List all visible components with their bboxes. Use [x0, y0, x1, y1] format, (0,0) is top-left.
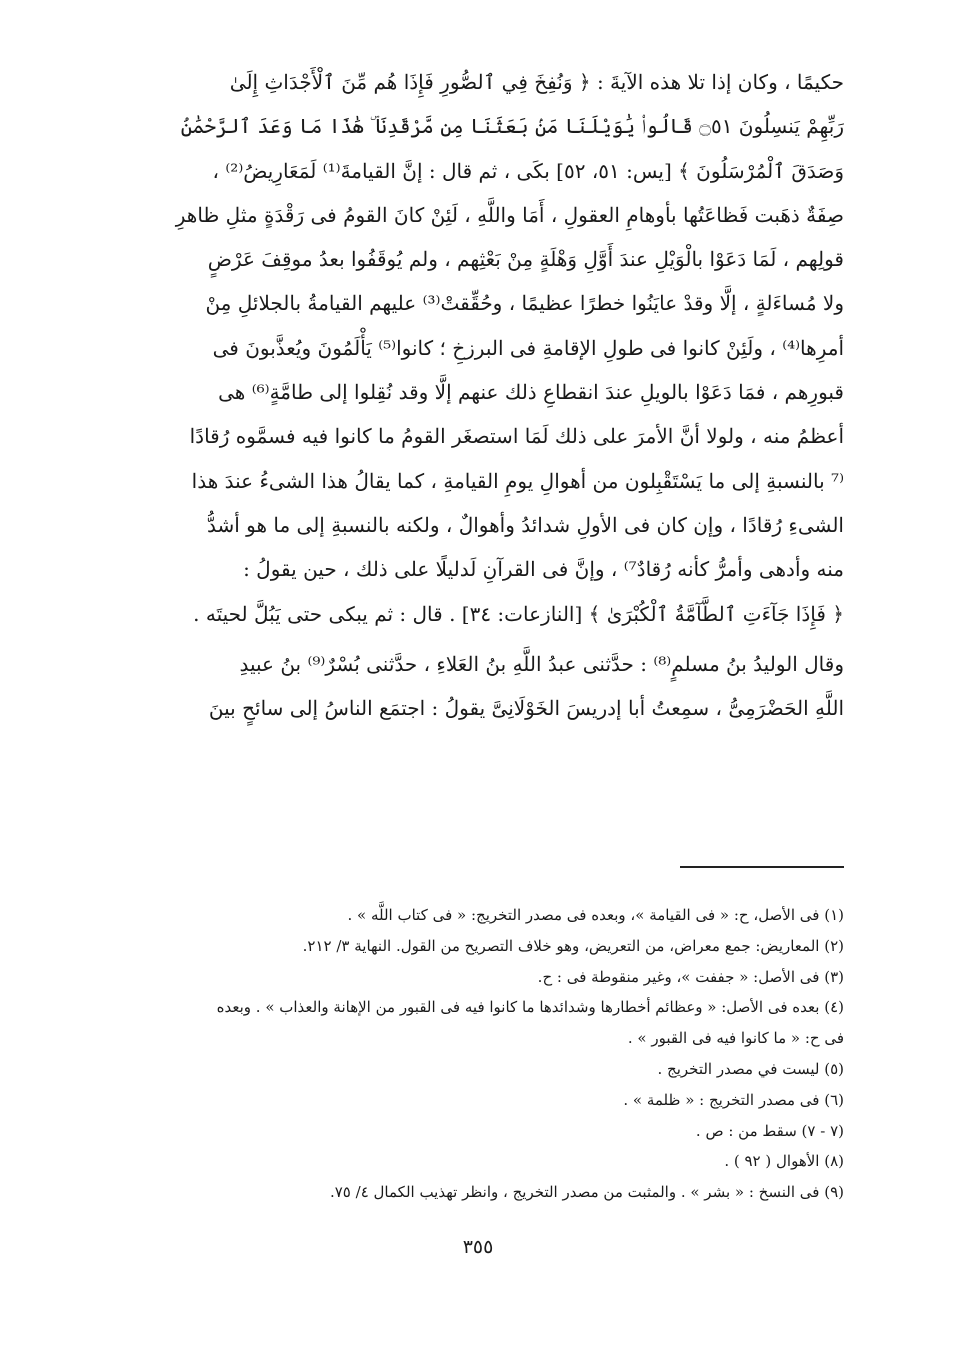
text-line: الشىءِ رُقادًا ، وإن كان فى الأولِ شدائدُ وأهوالٌ ، ولكنه بالنسبةِ إلى ما هو أشدُّ [206, 512, 844, 537]
footnote: (٨) الأهوال ( ٩٢ ) . [724, 1152, 844, 1171]
footnote-continuation: فى ح: « ما كانوا فيه فى القبور » . [627, 1029, 844, 1048]
main-text-body [128, 60, 844, 730]
footnote: (٣) فى الأصل: « جففت »، وغير منقوطة فى : ح. [537, 967, 844, 986]
footnotes [128, 900, 844, 1208]
footnote: (٩) فى النسخ : « بشر » . والمثبت من مصدر التخريج ، وانظر تهذيب الكمال ٤/ ٧٥. [329, 1183, 844, 1202]
footnote: (٢) المعاريض: جمع معراض، من التعريض، وهو خلاف التصريح من القول. النهاية ٣/ ٢١٢. [302, 936, 844, 955]
text-line: وَصَدَقَ ٱلْمُرْسَلُونَ ﴾ [يس: ٥١، ٥٢] بكَى ، ثم قال : إنَّ القيامةَ⁽¹⁾ لَمَعَارِيضُ⁽²⁾ ، [212, 158, 844, 183]
text-line: قولِهم ، لَمَا دَعَوْا بالْوَيْلِ عندَ أَوَّلِ وَهْلَةٍ مِنْ بَعْثِهم ، ولم يُوقَفُوا بعدُ موقِفَ عَرْضٍ [207, 247, 844, 272]
text-line: منه وأدهى وأمرُّ كأنه رُقادٌ⁷⁾ ، وإنَّ فى القرآنِ لَدليلًا على ذلك ، حين يقولُ : [243, 557, 844, 582]
text-line: صِفَةٌ ذهَبت فَظاعَتُها بأوهامِ العقولِ ، أَمَا واللَّهِ ، لَئِنْ كانَ القومُ فى رَقْدَةٍ مثلِ ظاهرِ [175, 202, 844, 227]
text-line: قبورِهم ، فمَا دَعَوْا بالويلِ عندَ انقطاعِ ذلك عنهم إلَّا وقد نُقِلوا إلى طامَّةٍ⁽⁶⁾ هى [218, 380, 844, 405]
text-line: أعظمُ منه ، ولولا أنَّ الأمرَ على ذلك لَمَا استصغَر القومُ ما كانوا فيه فسمَّوه رُقادًا [189, 424, 844, 449]
text-line: أمرِها⁽⁴⁾ ، ولَئِنْ كانوا فى طولِ الإقامةِ فى البرزخِ ؛ كانوا⁽⁵⁾ يَأْلَمُونَ ويُعذَّبونَ فى [212, 335, 844, 360]
footnote: (٦) فى مصدر التخريج : « ظلمة » . [623, 1090, 844, 1109]
footnote: (٤) بعده فى الأصل: « وعظائم أخطارها وشدائدها ما كانوا فيه فى القبور من الإهانة والعذاب » . وبعده [216, 998, 844, 1017]
page-number: ٣٥٥ [462, 1236, 494, 1258]
text-line: وقال الوليدُ بنُ مسلمٍ⁽⁸⁾ : حدَّثنى عبدُ اللَّهِ بنُ العَلاءِ ، حدَّثنى بُسْرٌ⁽⁹⁾ بنُ عبيدِ [239, 651, 844, 676]
text-line: اللَّهِ الحَضْرَمِىُّ ، سمِعتُ أبا إدريسَ الخَوْلَانِىَّ يقولُ : اجتمَع الناسُ إلى سائحٍ بينَ [208, 696, 844, 721]
footnote: (٥) ليست في مصدر التخريج . [657, 1059, 844, 1078]
text-line: حكيمًا ، وكان إذا تلا هذه الآيةَ : ﴿ وَنُفِخَ فِي ٱلصُّورِ فَإِذَا هُم مِّنَ ٱلْأَجْدَاثِ إِلَىٰ [229, 70, 844, 94]
footnote: (١) فى الأصل، ح: « فى القيامة »، وبعده فى مصدر التخريج: « فى كتاب اللَّه » . [347, 906, 844, 924]
text-line: ﴿ فَإِذَا جَآءَتِ ٱلطَّآمَّةُ ٱلْكُبْرَىٰ ﴾ [النازعات: ٣٤] . قال : ثم يبكى حتى يَبُلَّ لحيتَه . [193, 601, 844, 626]
footnote-divider [680, 866, 844, 868]
text-line: رَبِّهِمْ يَنسِلُونَ ۝٥١ قَالُوا۟ يَٰوَيْلَنَا مَنۢ بَعَثَنَا مِن مَّرْقَدِنَا ۜ هَٰذَا مَا وَعَدَ ٱلرَّحْمَٰنُ [180, 114, 844, 139]
text-line: ⁽⁷ بالنسبةِ إلى ما يَسْتَقْبِلون من أهوالِ يومِ القيامةِ ، كما يقالُ هذا الشىءُ عندَ هذا [191, 468, 844, 493]
footnote: (٧ - ٧) سقط من : ص . [695, 1121, 844, 1140]
text-line: ولا مُساءَلةٍ ، إلَّا وقدْ عايَنُوا خطرًا عظيمًا ، وحُقِّقتْ⁽³⁾ عليهم القيامةُ بالجلائلِ مِنْ [205, 291, 844, 316]
